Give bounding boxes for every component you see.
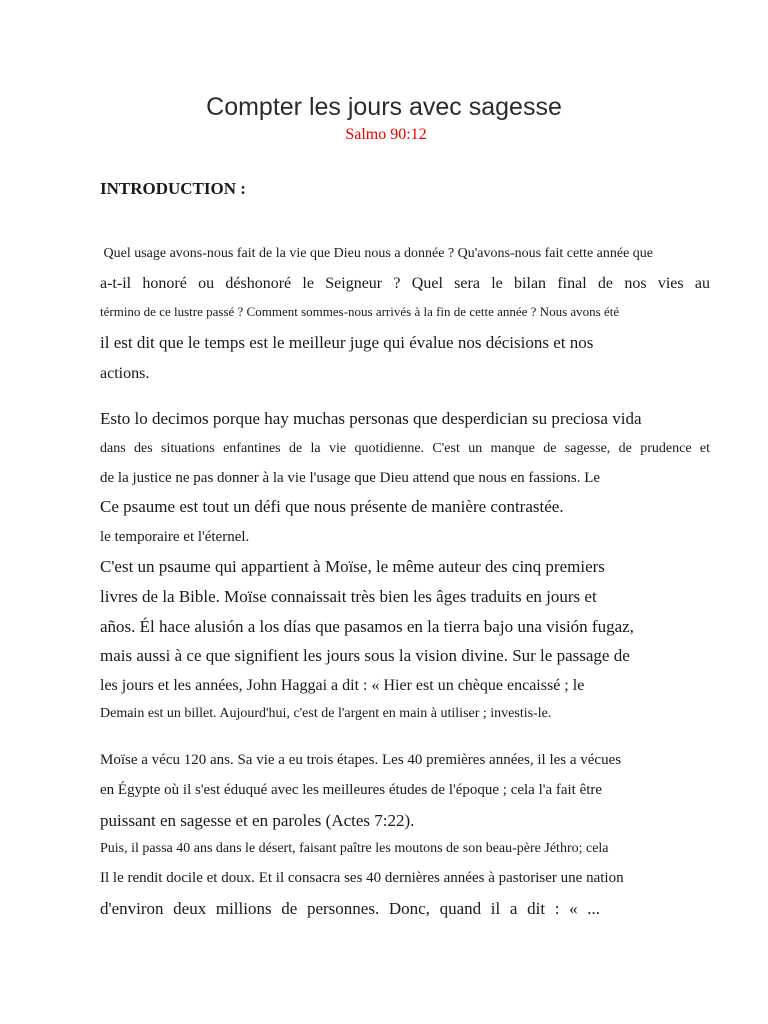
paragraph-line: de la justice ne pas donner à la vie l'usage que Dieu attend que nous en fassions. Le — [100, 470, 601, 486]
paragraph-line: años. Él hace alusión a los días que pasamos en la tierra bajo una visión fugaz, — [100, 617, 634, 636]
scripture-reference: Salmo 90:12 — [345, 126, 427, 143]
paragraph-line: mais aussi à ce que signifient les jours sous la vision divine. Sur le passage de — [100, 646, 630, 665]
paragraph-line: C'est un psaume qui appartient à Moïse, le même auteur des cinq premiers — [100, 557, 605, 576]
paragraph-line: Puis, il passa 40 ans dans le désert, faisant paître les moutons de son beau-père Jéthro; cela — [100, 841, 609, 856]
paragraph-line: le temporaire et l'éternel. — [100, 529, 250, 545]
paragraph-line: a-t-il honoré ou déshonoré le Seigneur ? Quel sera le bilan final de nos vies au — [100, 275, 710, 292]
document-title: Compter les jours avec sagesse — [206, 93, 562, 121]
paragraph-line: Demain est un billet. Aujourd'hui, c'est de l'argent en main à utiliser ; investis-le. — [100, 706, 552, 721]
paragraph-line: livres de la Bible. Moïse connaissait très bien les âges traduits en jours et — [100, 587, 597, 606]
paragraph-line: Esto lo decimos porque hay muchas personas que desperdician su preciosa vida — [100, 409, 642, 428]
paragraph-line: puissant en sagesse et en paroles (Actes 7:22). — [100, 811, 415, 830]
paragraph-line: Moïse a vécu 120 ans. Sa vie a eu trois étapes. Les 40 premières années, il les a vécues — [100, 752, 622, 768]
paragraph-line: Ce psaume est tout un défi que nous présente de manière contrastée. — [100, 497, 564, 516]
paragraph-line: les jours et les années, John Haggai a dit : « Hier est un chèque encaissé ; le — [100, 677, 585, 694]
paragraph-line: Quel usage avons-nous fait de la vie que Dieu nous a donnée ? Qu'avons-nous fait cette année que — [100, 246, 654, 261]
paragraph-line: en Égypte où il s'est éduqué avec les meilleures études de l'époque ; cela l'a fait être — [100, 782, 603, 798]
section-heading: INTRODUCTION : — [100, 179, 246, 198]
paragraph-line: d'environ deux millions de personnes. Donc, quand il a dit : « ... — [100, 899, 600, 918]
paragraph-line: dans des situations enfantines de la vie quotidienne. C'est un manque de sagesse, de prudence et — [100, 441, 710, 456]
paragraph-line: Il le rendit docile et doux. Et il consacra ses 40 dernières années à pastoriser une nation — [100, 870, 624, 886]
paragraph-line: término de ce lustre passé ? Comment sommes-nous arrivés à la fin de cette année ? Nous avons été — [100, 304, 620, 319]
paragraph-line: actions. — [100, 365, 150, 382]
paragraph-line: il est dit que le temps est le meilleur juge qui évalue nos décisions et nos — [100, 333, 594, 352]
